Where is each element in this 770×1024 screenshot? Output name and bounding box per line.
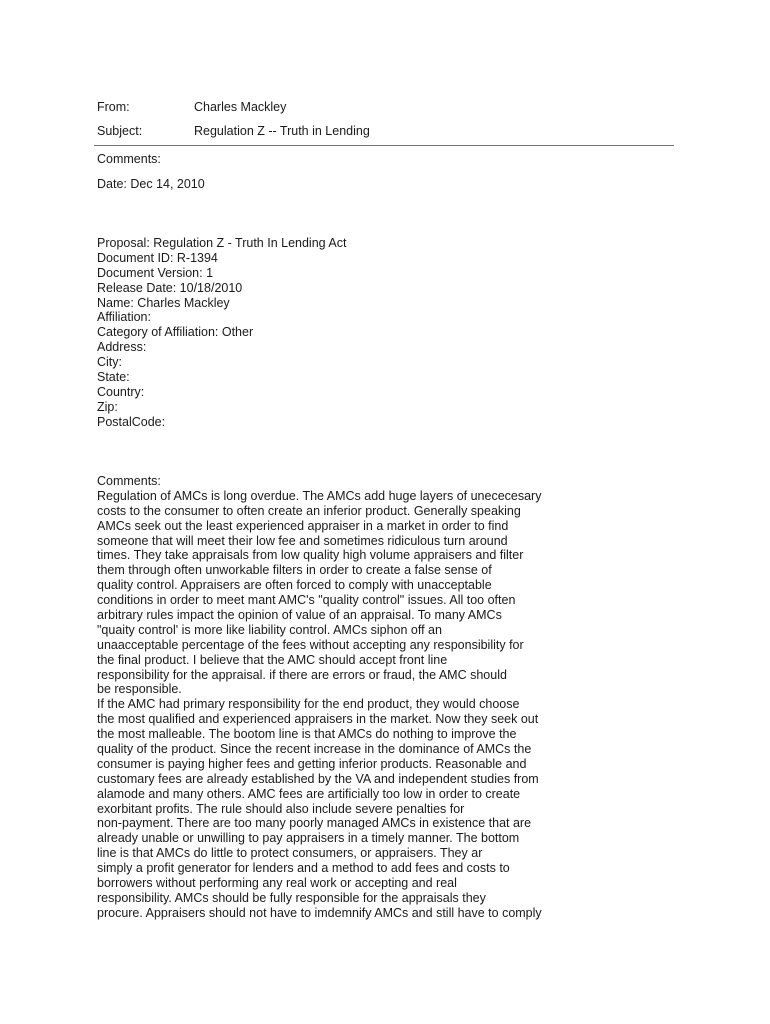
meta-line: Name: Charles Mackley [97,295,230,310]
meta-line: Release Date: 10/18/2010 [97,280,243,295]
body-line: procure. Appraisers should not have to imdemnify AMCs and still have to comply [97,905,542,920]
metadata-block [97,236,346,430]
date-line: Date: Dec 14, 2010 [97,177,205,191]
body-line: non-payment. There are too many poorly managed AMCs in existence that are [97,816,532,831]
meta-line: Proposal: Regulation Z - Truth In Lending Act [97,236,347,250]
body-line: Comments: [97,474,161,488]
body-line: quality control. Appraisers are often forced to comply with unacceptable [97,578,492,593]
meta-line: City: [97,355,122,370]
body-line: be responsible. [97,682,182,697]
meta-line: Document ID: R-1394 [97,250,218,265]
subject-value: Regulation Z -- Truth in Lending [194,124,370,138]
body-line: someone that will meet their low fee and sometimes ridiculous turn around [97,533,508,548]
body-line: times. They take appraisals from low quality high volume appraisers and filter [97,548,524,563]
body-line: unaacceptable percentage of the fees without accepting any responsibility for [97,637,524,652]
meta-line: Zip: [97,399,118,414]
body-line: responsibility. AMCs should be fully responsible for the appraisals they [97,890,486,905]
meta-line: PostalCode: [97,414,166,429]
body-line: consumer is paying higher fees and getting inferior products. Reasonable and [97,756,527,771]
from-label: From: [97,100,130,114]
body-line: AMCs seek out the least experienced appraiser in a market in order to find [97,518,509,533]
body-line: borrowers without performing any real work or accepting and real [97,876,457,891]
meta-line: Category of Affiliation: Other [97,325,254,340]
body-line: the final product. I believe that the AMC should accept front line [97,652,448,667]
subject-label: Subject: [97,124,143,138]
meta-line: Address: [97,340,147,355]
body-line: responsibility for the appraisal. if there are errors or fraud, the AMC should [97,667,507,682]
body-line: exorbitant profits. The rule should also include severe penalties for [97,801,465,816]
comments-heading: Comments: [97,152,161,166]
body-line: conditions in order to meet mant AMC's "quality control" issues. All too often [97,593,516,608]
body-line: the most malleable. The bootom line is that AMCs do nothing to improve the [97,727,517,742]
body-line: arbitrary rules impact the opinion of value of an appraisal. To many AMCs [97,608,502,623]
meta-line: Country: [97,384,145,399]
body-line: simply a profit generator for lenders and a method to add fees and costs to [97,861,510,876]
body-line: line is that AMCs do little to protect consumers, or appraisers. They ar [97,846,483,861]
body-line: Regulation of AMCs is long overdue. The AMCs add huge layers of unececesary [97,488,542,503]
body-line: them through often unworkable filters in order to create a false sense of [97,563,492,578]
header-divider [94,145,674,146]
body-line: already unable or unwilling to pay appraisers in a timely manner. The bottom [97,831,520,846]
meta-line: State: [97,370,130,385]
body-line: quality of the product. Since the recent increase in the dominance of AMCs the [97,742,532,757]
body-line: the most qualified and experienced appraisers in the market. Now they seek out [97,712,539,727]
meta-line: Affiliation: [97,310,151,325]
body-line: customary fees are already established by the VA and independent studies from [97,771,539,786]
comment-body [97,474,542,921]
body-line: costs to the consumer to often create an inferior product. Generally speaking [97,503,521,518]
meta-line: Document Version: 1 [97,265,214,280]
body-line: If the AMC had primary responsibility for the end product, they would choose [97,697,520,712]
body-line: "quaity control' is more like liability control. AMCs siphon off an [97,622,442,637]
from-value: Charles Mackley [194,100,287,114]
body-line: alamode and many others. AMC fees are artificially too low in order to create [97,786,521,801]
